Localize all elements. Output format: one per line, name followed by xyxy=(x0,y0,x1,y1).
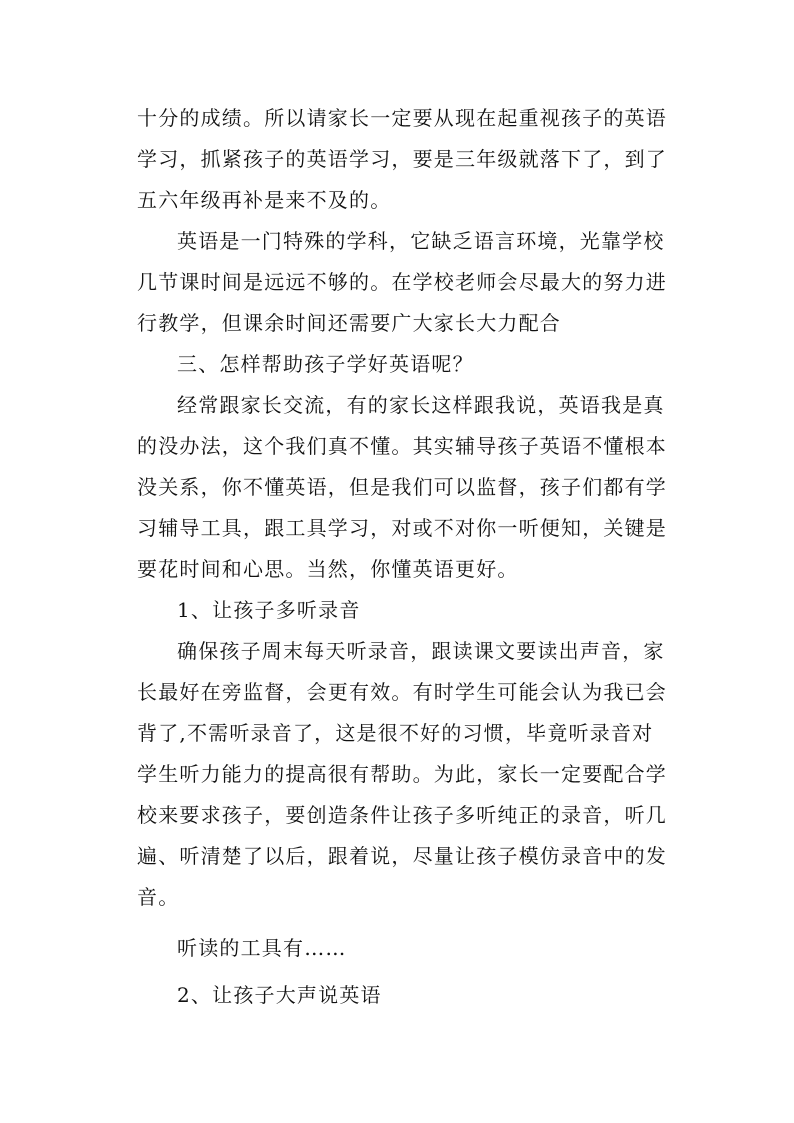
text-line: 行教学，但课余时间还需要广大家长大力配合 xyxy=(137,311,561,335)
text-line: 五六年级再补是来不及的。 xyxy=(137,188,392,212)
text-line: 没关系，你不懂英语，但是我们可以监督，孩子们都有学 xyxy=(137,475,667,499)
text-line: 几节课时间是远远不够的。在学校老师会尽最大的努力进 xyxy=(137,270,667,294)
subsection-heading: 1、让孩子多听录音 xyxy=(177,598,361,622)
text-line: 十分的成绩。所以请家长一定要从现在起重视孩子的英语 xyxy=(137,106,667,130)
text-line: 校来要求孩子，要创造条件让孩子多听纯正的录音，听几 xyxy=(137,803,667,827)
text-line: 音。 xyxy=(137,885,180,909)
paragraph-first-line: 经常跟家长交流，有的家长这样跟我说，英语我是真 xyxy=(177,393,665,417)
paragraph-first-line: 确保孩子周末每天听录音，跟读课文要读出声音，家 xyxy=(177,639,665,663)
text-line: 要花时间和心思。当然，你懂英语更好。 xyxy=(137,557,519,581)
text-line: 背了,不需听录音了，这是很不好的习惯，毕竟听录音对 xyxy=(137,721,654,745)
text-line: 的没办法，这个我们真不懂。其实辅导孩子英语不懂根本 xyxy=(137,434,667,458)
paragraph-first-line: 英语是一门特殊的学科，它缺乏语言环境，光靠学校 xyxy=(177,229,665,253)
text-line: 遍、听清楚了以后，跟着说，尽量让孩子模仿录音中的发 xyxy=(137,844,667,868)
text-line: 长最好在旁监督，会更有效。有时学生可能会认为我已会 xyxy=(137,680,667,704)
paragraph-first-line: 听读的工具有…… xyxy=(177,936,347,960)
text-line: 学生听力能力的提高很有帮助。为此，家长一定要配合学 xyxy=(137,762,667,786)
text-line: 习辅导工具，跟工具学习，对或不对你一听便知，关键是 xyxy=(137,516,667,540)
subsection-heading: 2、让孩子大声说英语 xyxy=(177,983,382,1007)
section-heading: 三、怎样帮助孩子学好英语呢？ xyxy=(177,352,474,376)
text-line: 学习，抓紧孩子的英语学习，要是三年级就落下了，到了 xyxy=(137,147,667,171)
